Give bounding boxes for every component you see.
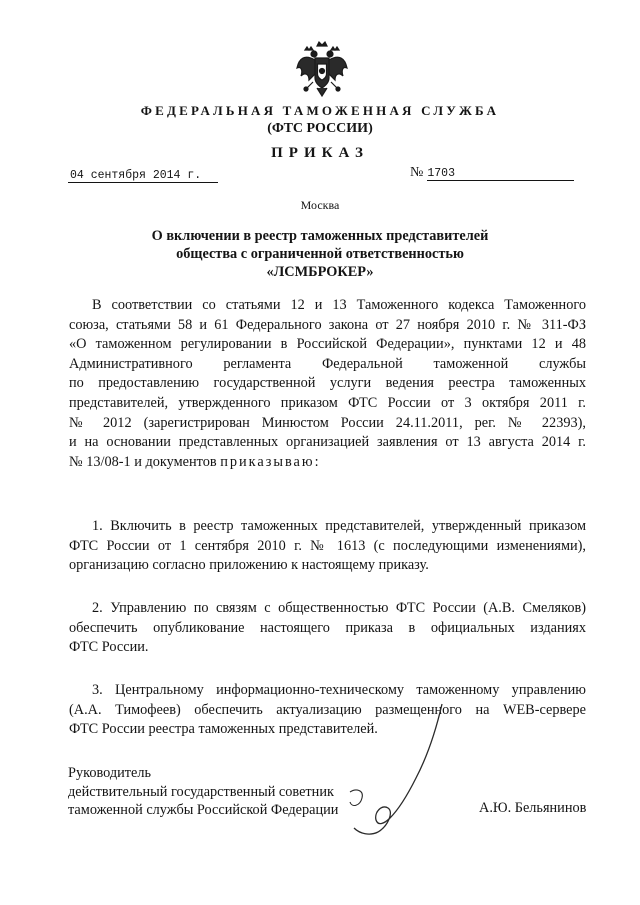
text-line: представителей, утвержденного приказом ФТС России от 3 октября 2011 г. [69,394,586,411]
document-type: ПРИКАЗ [271,145,369,161]
order-date [68,167,218,183]
text-line: союза, статьями 58 и 61 Федерального закона от 27 ноября 2010 г. № 311-ФЗ [69,316,586,333]
signatory-title: Руководитель [68,765,152,781]
text-line: организацию согласно приложению к настоящему приказу. [69,557,429,574]
text-line: (А.А. Тимофеев) обеспечить актуализацию размещенного на WEB-сервере [69,701,586,718]
text-line: по предоставлению государственной услуги ведения реестра таможенных [69,375,586,392]
signatory-position [68,764,338,820]
text-line: ФТС России от 1 сентября 2010 г. № 1613 (с последующими изменениями), [69,537,586,554]
text-line: 2. Управлению по связям с общественностью ФТС России (А.В. Смеляков) [92,600,586,616]
signatory-rank: таможенной службы Российской Федерации [68,802,339,818]
order-item-2 [69,599,586,658]
signatory-name: А.Ю. Бельянинов [479,800,587,816]
order-item-1 [69,517,586,576]
preamble-paragraph [69,296,586,472]
number-sign: № [410,165,424,180]
order-item-3 [69,681,586,740]
text-line: ФТС России. [69,639,149,656]
text-line: «О таможенном регулировании в Российской Федерации», пунктами 12 и 48 [69,336,586,353]
order-date-value: 04 сентября 2014 г. [68,169,218,183]
text-fragment: № 13/08-1 и документов [69,453,217,470]
text-line: 3. Центральному информационно-техническому таможенному управлению [92,682,586,698]
text-line [69,453,586,473]
title-line: общества с ограниченной ответственностью [176,246,464,262]
text-line: Административного регламента Федеральной таможенной службы [69,355,586,372]
handwritten-signature [330,700,470,840]
order-title [0,227,640,281]
text-line: № 2012 (зарегистрирован Минюстом России 24.11.2011, рег. № 22393), [69,414,586,431]
order-number-value: 1703 [427,167,574,181]
signatory-rank: действительный государственный советник [68,783,334,800]
issue-city: Москва [300,198,340,212]
coat-of-arms-emblem [295,40,349,98]
text-line: В соответствии со статьями 12 и 13 Таможенного кодекса Таможенного [92,297,586,313]
agency-short-name: (ФТС РОССИИ) [267,121,373,136]
title-line: «ЛСМБРОКЕР» [266,264,374,280]
title-line: О включении в реестр таможенных представителей [151,228,489,244]
text-line: ФТС России реестра таможенных представителей. [69,721,378,738]
text-line: обеспечить опубликование настоящего приказа в официальных изданиях [69,619,586,636]
text-line: 1. Включить в реестр таможенных представителей, утвержденный приказом [92,518,586,534]
agency-name: ФЕДЕРАЛЬНАЯ ТАМОЖЕННАЯ СЛУЖБА [140,103,500,118]
order-directive: приказываю: [220,453,321,470]
order-number [410,165,574,181]
text-line: и на основании представленных организацией заявления от 13 августа 2014 г. [69,434,586,451]
